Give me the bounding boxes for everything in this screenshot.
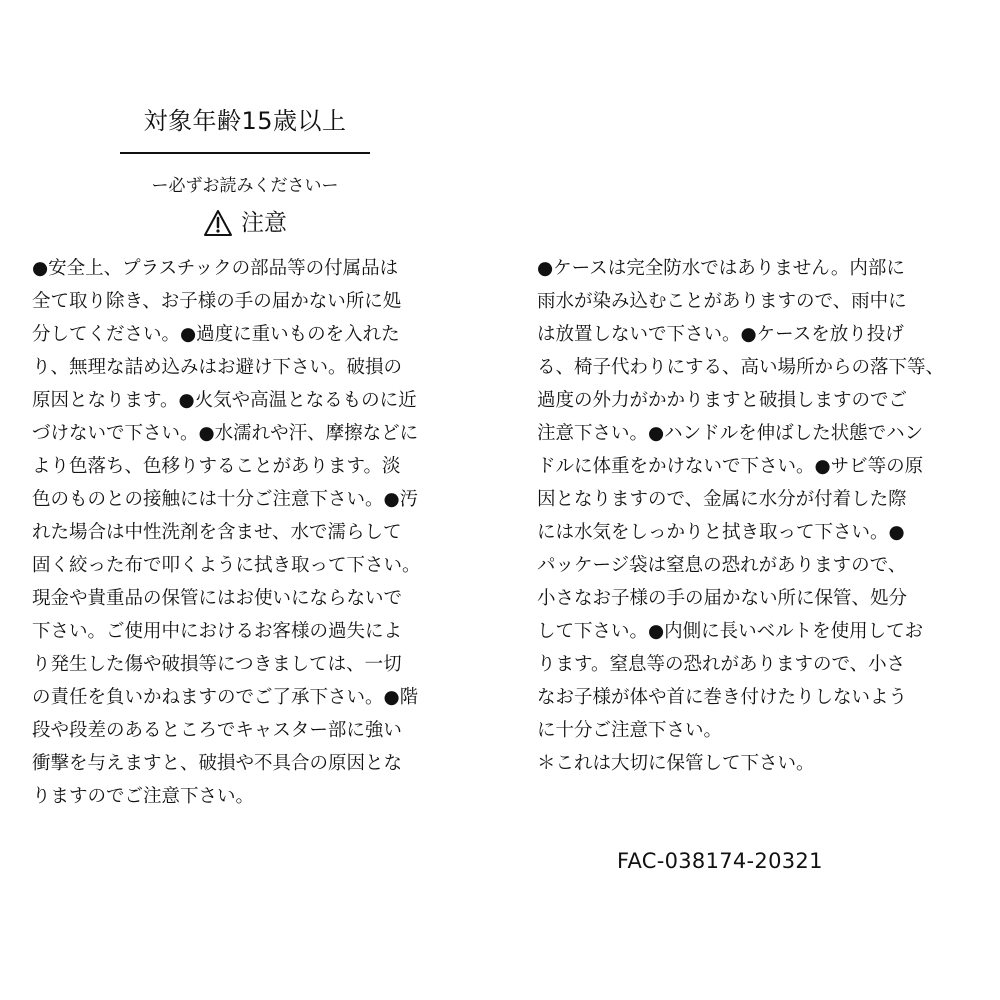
right-text-line: に十分ご注意下さい。 xyxy=(537,720,723,741)
right-warning-column xyxy=(537,252,977,780)
product-code: FAC-038174-20321 xyxy=(617,849,823,873)
caution-header xyxy=(120,205,370,241)
left-text-line: 色のものとの接触には十分ご注意下さい。●汚 xyxy=(32,489,419,510)
right-text-line: ●ケースは完全防水ではありません。内部に xyxy=(537,258,905,279)
left-text-line: 段や段差のあるところでキャスター部に強い xyxy=(32,720,402,741)
right-text-line: 因となりますので、金属に水分が付着した際 xyxy=(537,489,907,510)
age-rating-title: 対象年齢15歳以上 xyxy=(143,107,347,135)
right-text-line: 小さなお子様の手の届かない所に保管、処分 xyxy=(537,588,908,609)
left-text-line: より色落ち、色移りすることがあります。淡 xyxy=(32,456,401,477)
left-text-line: り、無理な詰め込みはお避け下さい。破損の xyxy=(32,357,403,378)
left-text-line: 分してください。●過度に重いものを入れた xyxy=(32,324,400,345)
left-text-line: 固く絞った布で叩くように拭き取って下さい。 xyxy=(32,555,421,576)
left-text-line: りますのでご注意下さい。 xyxy=(32,786,255,807)
read-notice: ー必ずお読みくださいー xyxy=(151,176,339,196)
right-text-line: パッケージ袋は窒息の恐れがありますので、 xyxy=(537,555,907,576)
right-text-line: なお子様が体や首に巻き付けたりしないよう xyxy=(537,687,908,708)
left-text-line: 下さい。ご使用中におけるお客様の過失によ xyxy=(32,621,403,642)
right-text-line: には水気をしっかりと拭き取って下さい。● xyxy=(537,522,905,543)
left-text-line: り発生した傷や破損等につきましては、一切 xyxy=(32,654,402,675)
title-divider xyxy=(120,152,370,154)
left-warning-column xyxy=(32,252,472,813)
left-text-line: 全て取り除き、お子様の手の届かない所に処 xyxy=(32,291,402,312)
caution-label: 注意 xyxy=(241,210,287,236)
left-text-line: 現金や貴重品の保管にはお使いにならないで xyxy=(32,588,403,609)
right-text-line: ドルに体重をかけないで下さい。●サビ等の原 xyxy=(537,456,924,477)
left-text-line: ●安全上、プラスチックの部品等の付属品は xyxy=(32,258,399,279)
storage-note: ＊これは大切に保管して下さい。 xyxy=(537,753,815,774)
right-text-line: 雨水が染み込むことがありますので、雨中に xyxy=(537,291,907,312)
left-text-line: の責任を負いかねますのでご了承下さい。●階 xyxy=(32,687,419,708)
left-text-line: 原因となります。●火気や高温となるものに近 xyxy=(32,390,417,411)
right-text-line: ります。窒息等の恐れがありますので、小さ xyxy=(537,654,906,675)
left-text-line: れた場合は中性洗剤を含ませ、水で濡らして xyxy=(32,522,402,543)
left-text-line: 衝撃を与えますと、破損や不具合の原因とな xyxy=(32,753,403,774)
left-text-line: づけないで下さい。●水濡れや汗、摩擦などに xyxy=(32,423,419,444)
right-text-line: 注意下さい。●ハンドルを伸ばした状態でハン xyxy=(537,423,924,444)
right-text-line: 過度の外力がかかりますと破損しますのでご xyxy=(537,390,908,411)
right-text-line: して下さい。●内側に長いベルトを使用してお xyxy=(537,621,924,642)
warning-triangle-icon xyxy=(203,209,233,237)
right-text-line: は放置しないで下さい。●ケースを放り投げ xyxy=(537,324,904,345)
right-text-line: る、椅子代わりにする、高い場所からの落下等、 xyxy=(537,357,945,378)
